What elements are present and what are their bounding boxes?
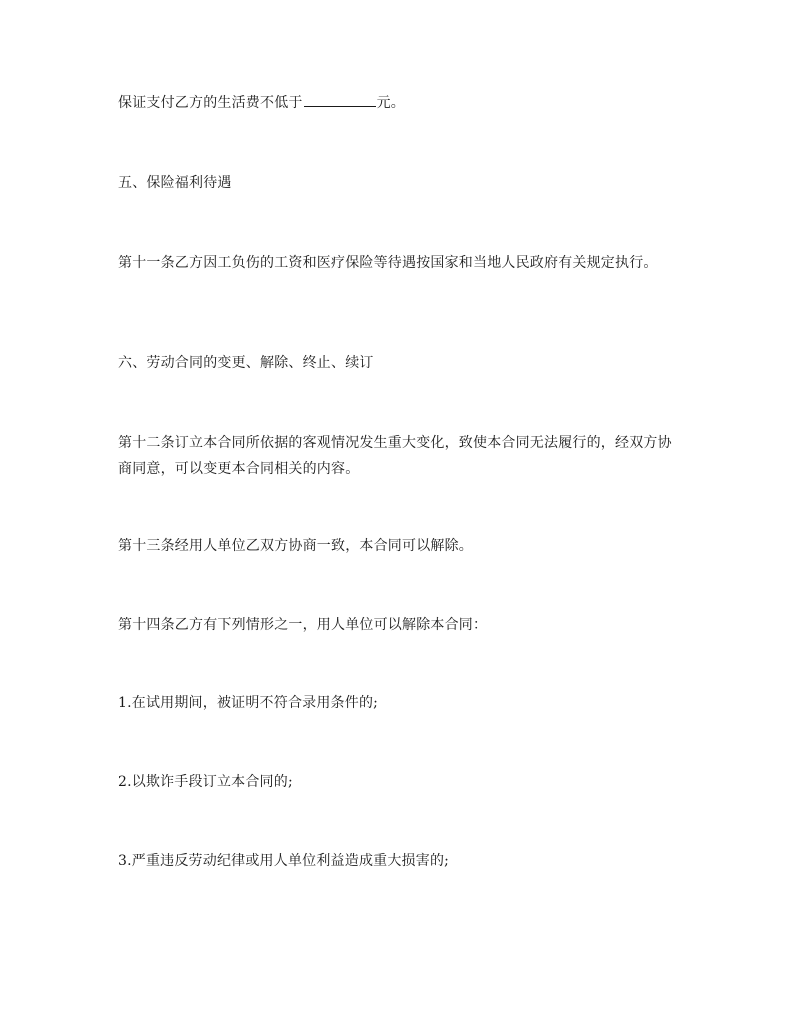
list-item-3: 3.严重违反劳动纪律或用人单位利益造成重大损害的; xyxy=(118,853,450,869)
paragraph-text-after-blank: 元。 xyxy=(376,95,406,111)
section-heading-contract-changes: 六、劳动合同的变更、解除、终止、续订 xyxy=(118,355,374,371)
paragraph-text-before-blank: 保证支付乙方的生活费不低于 xyxy=(118,95,303,111)
paragraph-living-allowance xyxy=(118,90,684,116)
article-13: 第十三条经用人单位乙双方协商一致，本合同可以解除。 xyxy=(118,538,473,554)
article-11: 第十一条乙方因工负伤的工资和医疗保险等待遇按国家和当地人民政府有关规定执行。 xyxy=(118,255,658,271)
article-14: 第十四条乙方有下列情形之一，用人单位可以解除本合同： xyxy=(118,617,488,633)
list-item-1: 1.在试用期间，被证明不符合录用条件的; xyxy=(118,695,379,711)
section-heading-insurance-welfare: 五、保险福利待遇 xyxy=(118,175,232,191)
article-12: 第十二条订立本合同所依据的客观情况发生重大变化，致使本合同无法履行的，经双方协商同意，可以变更本合同相关的内容。 xyxy=(118,435,672,477)
list-item-2: 2.以欺诈手段订立本合同的; xyxy=(118,774,293,790)
fill-in-blank xyxy=(304,90,376,107)
